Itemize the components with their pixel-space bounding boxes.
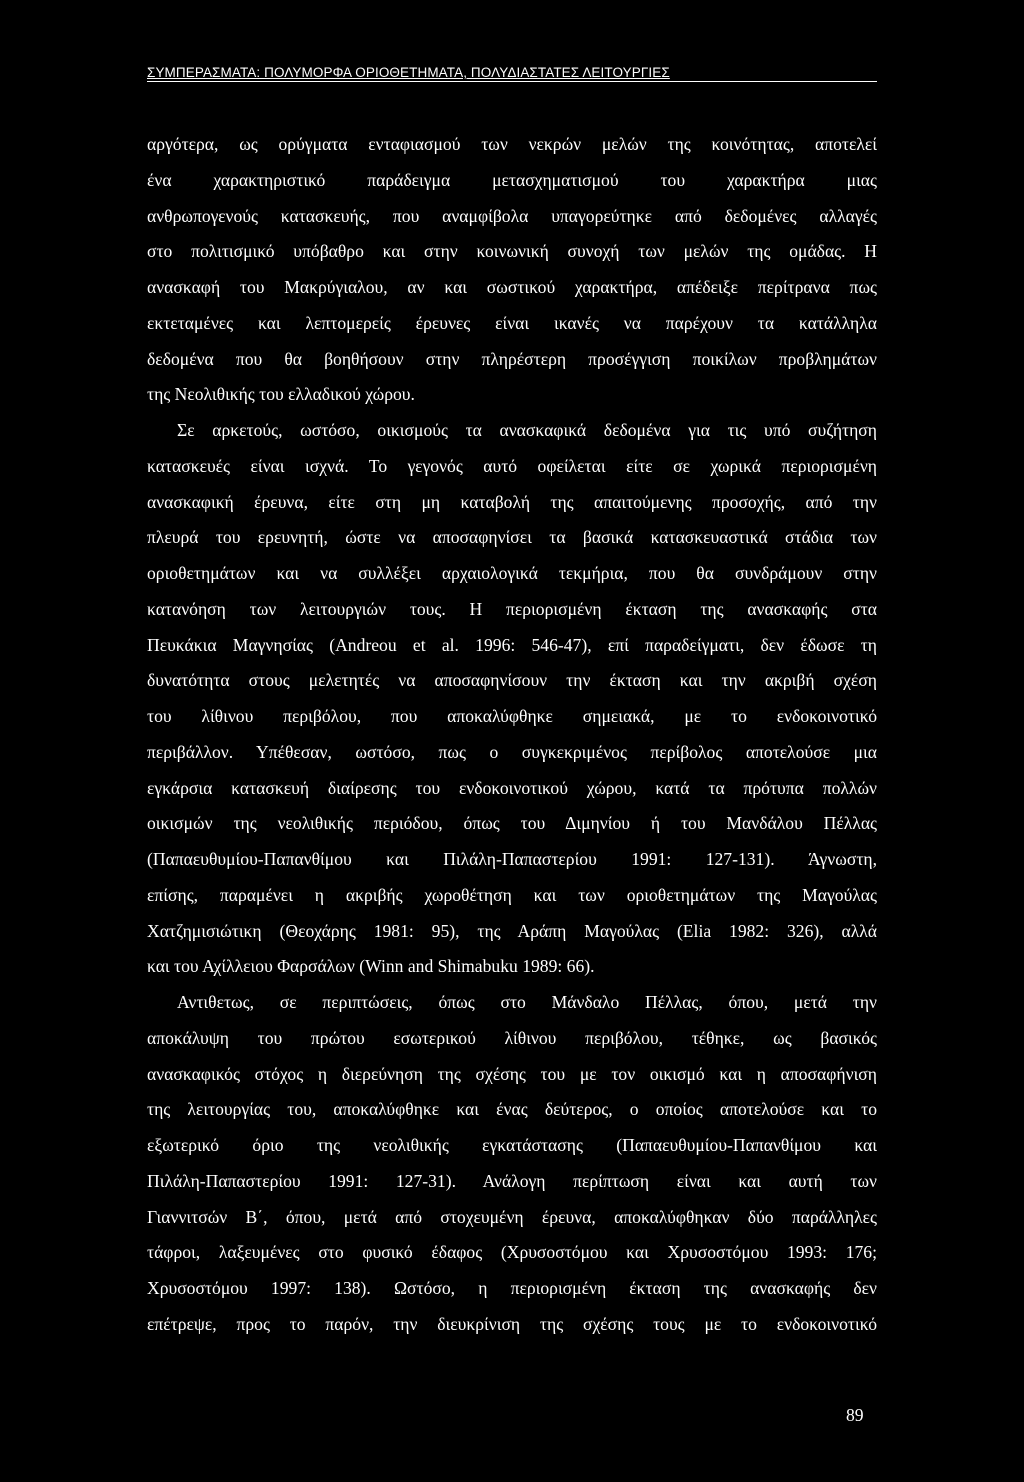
running-header-title: ΣΥΜΠΕΡΑΣΜΑΤΑ: ΠΟΛΥΜΟΡΦΑ ΟΡΙΟΘΕΤΗΜΑΤΑ, ΠΟΛΥΔΙΑΣΤΑΤΕΣ ΛΕΙΤΟΥΡΓΙΕΣ (147, 65, 670, 80)
text-line: ανθρωπογενούς κατασκευής, που αναμφίβολα υπαγορεύτηκε από δεδομένες αλλαγές (147, 205, 877, 226)
text-line: ένα χαρακτηριστικό παράδειγμα μετασχηματισμού του χαρακτήρα μιας (147, 169, 877, 190)
page-number: 89 (846, 1405, 864, 1425)
text-line: ανασκαφή του Μακρύγιαλου, αν και σωστικού χαρακτήρα, απέδειξε περίτρανα πως (147, 277, 877, 297)
text-line: στο πολιτισμικό υπόβαθρο και στην κοινωνική συνοχή των μελών της ομάδας. Η (147, 241, 877, 262)
text-line: Αντιθετως, σε περιπτώσεις, όπως στο Μάνδαλο Πέλλας, όπου, μετά την (177, 992, 877, 1012)
text-line: Γιαννιτσών Β΄, όπου, μετά από στοχευμένη έρευνα, αποκαλύφθηκαν δύο παράλληλες (147, 1206, 877, 1227)
text-line: εγκάρσια κατασκευή διαίρεσης του ενδοκοινοτικού χώρου, κατά τα πρότυπα πολλών (147, 777, 877, 798)
text-line: κατανόηση των λειτουργιών τους. Η περιορισμένη έκταση της ανασκαφής στα (147, 598, 877, 619)
text-line: επίσης, παραμένει η ακριβής χωροθέτηση και των οριοθετημάτων της Μαγούλας (147, 884, 877, 905)
text-line: Χατζημισιώτικη (Θεοχάρης 1981: 95), της Αράπη Μαγούλας (Elia 1982: 326), αλλά (147, 920, 877, 941)
text-line: πλευρά του ερευνητή, ώστε να αποσαφηνίσει τα βασικά κατασκευαστικά στάδια των (147, 527, 877, 548)
text-line: αργότερα, ως ορύγματα ενταφιασμού των νεκρών μελών της κοινότητας, αποτελεί (147, 134, 877, 154)
text-line: Πευκάκια Μαγνησίας (Andreou et al. 1996: 546-47), επί παραδείγματι, δεν έδωσε τη (147, 634, 877, 655)
text-line: Σε αρκετούς, ωστόσο, οικισμούς τα ανασκαφικά δεδομένα για τις υπό συζήτηση (177, 420, 877, 440)
text-line: οριοθετημάτων και να συλλέξει αρχαιολογικά τεκμήρια, που θα συνδράμουν στην (147, 563, 877, 583)
text-line: Χρυσοστόμου 1997: 138). Ωστόσο, η περιορισμένη έκταση της ανασκαφής δεν (147, 1278, 877, 1298)
body-text (147, 127, 877, 1343)
text-line: και του Αχίλλειου Φαρσάλων (Winn and Shimabuku 1989: 66). (147, 956, 595, 977)
text-line: τάφροι, λαξευμένες στο φυσικό έδαφος (Χρυσοστόμου και Χρυσοστόμου 1993: 176; (147, 1242, 877, 1263)
text-line: της λειτουργίας του, αποκαλύφθηκε και ένας δεύτερος, ο οποίος αποτελούσε και το (147, 1099, 877, 1120)
header-rule (147, 81, 877, 82)
paragraph-1 (147, 127, 877, 413)
text-line: της Νεολιθικής του ελλαδικού χώρου. (147, 384, 415, 405)
text-line: Πιλάλη-Παπαστερίου 1991: 127-31). Ανάλογη περίπτωση είναι και αυτή των (147, 1170, 877, 1191)
text-line: εξωτερικό όριο της νεολιθικής εγκατάστασης (Παπαευθυμίου-Παπανθίμου και (147, 1135, 877, 1155)
paragraph-3 (147, 985, 877, 1343)
text-line: δεδομένα που θα βοηθήσουν στην πληρέστερη προσέγγιση ποικίλων προβλημάτων (147, 348, 877, 369)
text-line: δυνατότητα στους μελετητές να αποσαφηνίσουν την έκταση και την ακριβή σχέση (147, 670, 877, 691)
text-line: επέτρεψε, προς το παρόν, την διευκρίνιση της σχέσης τους με το ενδοκοινοτικό (147, 1313, 877, 1334)
paragraph-2 (147, 413, 877, 985)
running-header (147, 64, 877, 86)
text-line: ανασκαφικός στόχος η διερεύνηση της σχέσης του με τον οικισμό και η αποσαφήνιση (147, 1063, 877, 1084)
text-line: εκτεταμένες και λεπτομερείς έρευνες είναι ικανές να παρέχουν τα κατάλληλα (147, 312, 877, 333)
text-line: του λίθινου περιβόλου, που αποκαλύφθηκε σημειακά, με το ενδοκοινοτικό (147, 706, 877, 726)
text-line: οικισμών της νεολιθικής περιόδου, όπως του Διμηνίου ή του Μανδάλου Πέλλας (147, 813, 877, 834)
text-line: (Παπαευθυμίου-Παπανθίμου και Πιλάλη-Παπαστερίου 1991: 127-131). Άγνωστη, (147, 849, 877, 869)
text-line: αποκάλυψη του πρώτου εσωτερικού λίθινου περιβόλου, τέθηκε, ως βασικός (147, 1027, 877, 1048)
text-line: ανασκαφική έρευνα, είτε στη μη καταβολή της απαιτούμενης προσοχής, από την (147, 491, 877, 512)
text-line: κατασκευές είναι ισχνά. Το γεγονός αυτό οφείλεται είτε σε χωρικά περιορισμένη (147, 455, 877, 476)
text-line: περιβάλλον. Υπέθεσαν, ωστόσο, πως ο συγκεκριμένος περίβολος αποτελούσε μια (147, 741, 877, 762)
